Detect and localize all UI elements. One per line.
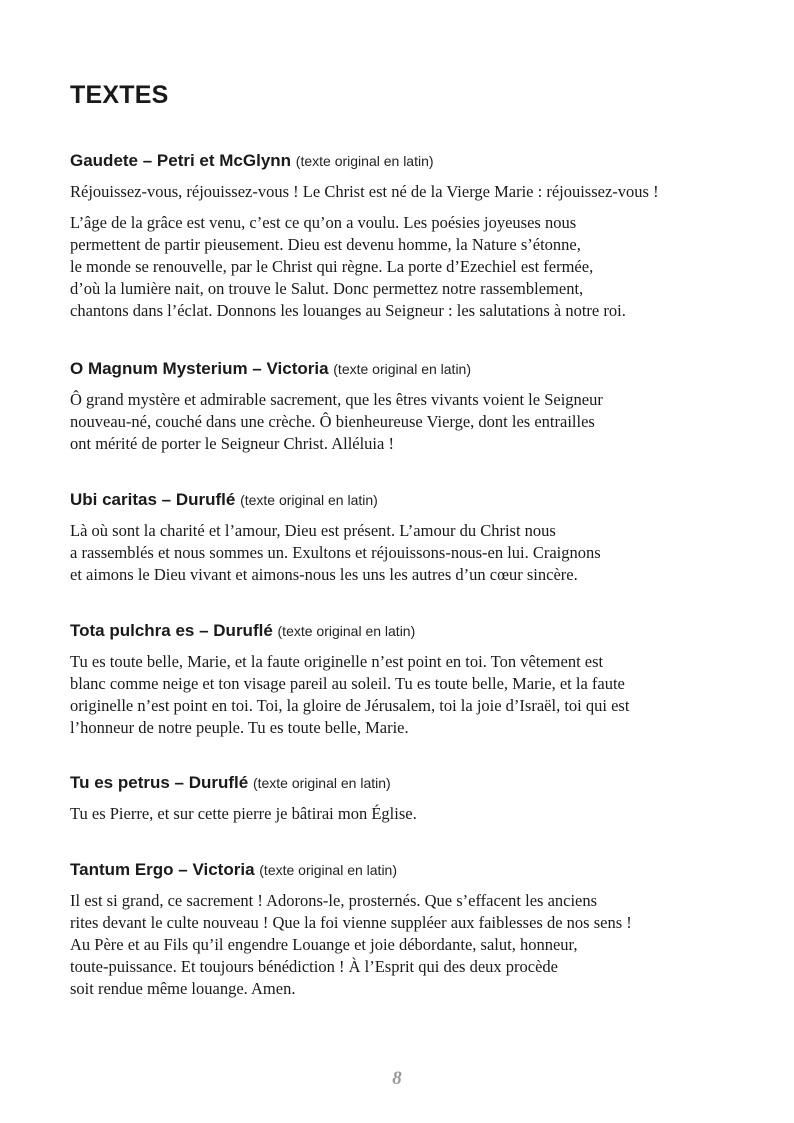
section-ubi-caritas [70, 489, 740, 586]
section-title: Tota pulchra es – Duruflé [70, 621, 273, 640]
section-heading [70, 859, 740, 881]
section-paragraph: Ô grand mystère et admirable sacrement, que les êtres vivants voient le Seigneur nouveau-né, couché dans une crèche. Ô bienheureuse Vierge, dont les entrailles ont mérité de porter le Seigneur Christ. Alléluia ! [70, 390, 603, 453]
section-paragraph: Réjouissez-vous, réjouissez-vous ! Le Christ est né de la Vierge Marie : réjouissez-vous ! [70, 182, 659, 201]
section-tu-es-petrus [70, 772, 740, 825]
section-heading [70, 489, 740, 511]
section-title: O Magnum Mysterium – Victoria [70, 359, 329, 378]
page-number: 8 [392, 1068, 402, 1089]
section-tantum-ergo [70, 859, 740, 1000]
section-gaudete [70, 150, 740, 322]
section-note: (texte original en latin) [240, 492, 378, 508]
section-o-magnum-mysterium [70, 358, 740, 455]
section-paragraph: Tu es toute belle, Marie, et la faute originelle n’est point en toi. Ton vêtement est blanc comme neige et ton visage pareil au soleil. Tu es toute belle, Marie, et la faute originelle n’est point en toi. Toi, la gloire de Jérusalem, toi la joie d’Israël, toi qui est l’honneur de notre peuple. Tu es toute belle, Marie. [70, 652, 630, 737]
section-title: Ubi caritas – Duruflé [70, 490, 236, 509]
section-note: (texte original en latin) [295, 153, 434, 169]
section-title: Gaudete – Petri et McGlynn [70, 151, 292, 170]
section-note: (texte original en latin) [252, 775, 391, 791]
section-paragraph: Il est si grand, ce sacrement ! Adorons-le, prosternés. Que s’effacent les anciens rites devant le culte nouveau ! Que la foi vienne suppléer aux faiblesses de nos sens ! Au Père et au Fils qu’il engendre Louange et joie débordante, salut, honneur, toute-puissance. Et toujours bénédiction ! À l’Esprit qui des deux procède soit rendue même louange. Amen. [70, 891, 632, 998]
page-title: TEXTES [70, 81, 169, 109]
section-heading [70, 772, 740, 794]
section-title: Tantum Ergo – Victoria [70, 860, 255, 879]
section-tota-pulchra-es [70, 620, 740, 739]
section-paragraph: Là où sont la charité et l’amour, Dieu est présent. L’amour du Christ nous a rassemblés et nous sommes un. Exultons et réjouissons-nous-en lui. Craignons et aimons le Dieu vivant et aimons-nous les uns les autres d’un cœur sincère. [70, 521, 601, 584]
section-paragraph: Tu es Pierre, et sur cette pierre je bâtirai mon Église. [70, 804, 417, 823]
section-heading [70, 358, 740, 380]
section-heading [70, 620, 740, 642]
section-note: (texte original en latin) [259, 862, 398, 878]
section-paragraph: L’âge de la grâce est venu, c’est ce qu’on a voulu. Les poésies joyeuses nous permettent de partir pieusement. Dieu est devenu homme, la Nature s’étonne, le monde se renouvelle, par le Christ qui règne. La porte d’Ezechiel est fermée, d’où la lumière nait, on trouve le Salut. Donc permettez notre rassemblement, chantons dans l’éclat. Donnons les louanges au Seigneur : les salutations à notre roi. [70, 213, 626, 320]
section-heading [70, 150, 740, 172]
section-title: Tu es petrus – Duruflé [70, 773, 249, 792]
section-note: (texte original en latin) [333, 361, 472, 377]
section-note: (texte original en latin) [277, 623, 416, 639]
